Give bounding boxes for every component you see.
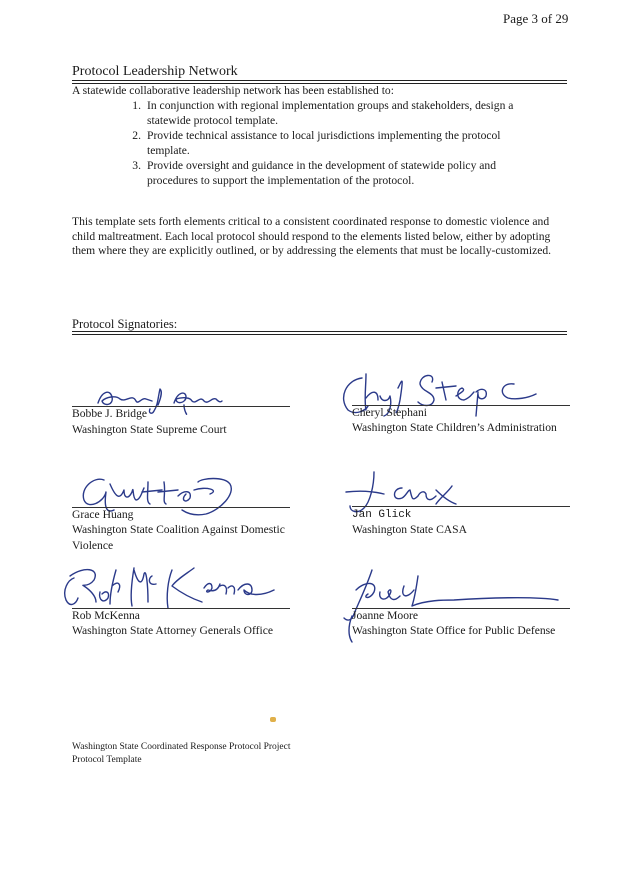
signatory-org-mckenna: Washington State Attorney Generals Office — [72, 624, 274, 637]
signatory-name-moore: Joanne Moore — [352, 609, 419, 622]
signatory-name-stephani: Cheryl Stephani — [352, 406, 428, 419]
list-text: Provide technical assistance to local jurisdictions implementing the protocol template. — [147, 129, 501, 157]
template-paragraph: This template sets forth elements critical to a consistent coordinated response to domestic violence and child maltreatment. Each local protocol should respond to the elements listed below, either by adopting them where they are explicitly outlined, or by addressing the elements that must be locally-customized. — [72, 215, 552, 258]
list-number: 2. — [132, 129, 141, 142]
signature-line-glick — [352, 506, 570, 507]
section-heading-signatories: Protocol Signatories: — [72, 317, 178, 331]
signatory-name-glick: Jan Glick — [352, 509, 412, 521]
signatories-rule-bottom — [72, 334, 567, 335]
signatory-name-huang: Grace Huang — [72, 508, 134, 521]
scan-speck — [270, 717, 276, 722]
signatory-name-bridge: Bobbe J. Bridge — [72, 407, 148, 420]
signatory-org-huang: Washington State Coalition Against Domestic Violence — [72, 523, 285, 552]
intro-text: A statewide collaborative leadership network has been established to: — [72, 84, 394, 97]
list-number: 3. — [132, 159, 141, 172]
footer-project: Washington State Coordinated Response Protocol Project — [72, 742, 291, 752]
footer-template: Protocol Template — [72, 755, 142, 765]
signatory-org-bridge: Washington State Supreme Court — [72, 423, 227, 436]
signatory-org-stephani: Washington State Children’s Administration — [352, 421, 557, 434]
signature-mckenna — [40, 556, 290, 616]
list-text: Provide oversight and guidance in the development of statewide policy and procedures to support the implementation of the protocol. — [147, 159, 497, 187]
list-number: 1. — [132, 99, 141, 112]
page-number: Page 3 of 29 — [503, 11, 569, 26]
list-text: In conjunction with regional implementation groups and stakeholders, design a statewide protocol template. — [147, 99, 514, 127]
signatory-org-moore: Washington State Office for Public Defense — [352, 624, 556, 637]
section-heading-leadership-network: Protocol Leadership Network — [72, 64, 238, 79]
signatory-org-glick: Washington State CASA — [352, 523, 468, 536]
signatories-rule-top — [72, 331, 567, 332]
signatory-name-mckenna: Rob McKenna — [72, 609, 140, 622]
heading-rule-top — [72, 80, 567, 81]
